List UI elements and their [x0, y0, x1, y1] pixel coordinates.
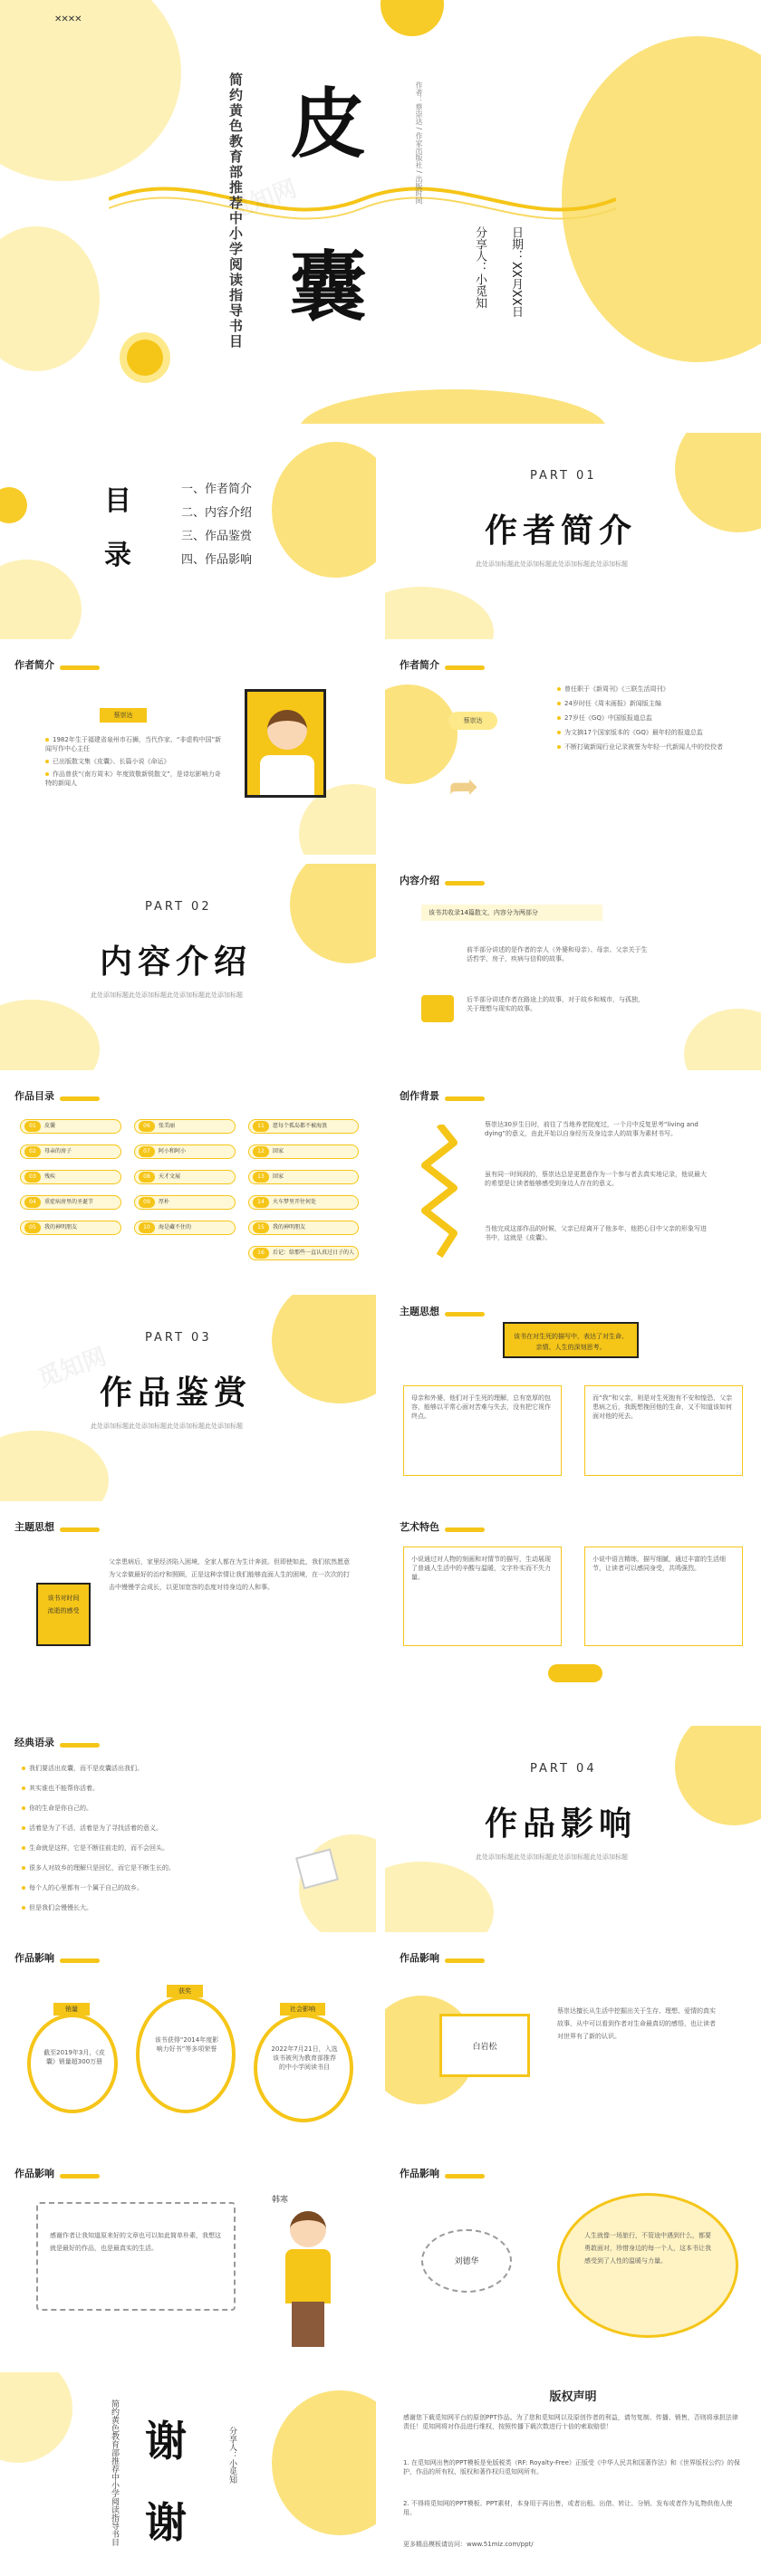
watermark: 觅知网	[34, 1343, 111, 1393]
slide-header: 创作背景	[400, 1088, 485, 1103]
work-item[interactable]: 11 愿每个孤岛都不被海浪	[248, 1119, 359, 1134]
work-item[interactable]: 04 重症病房里的圣诞节	[20, 1195, 121, 1210]
slide-header: 作品影响	[14, 1950, 100, 1965]
slide-recommend	[0, 2157, 376, 2363]
copyright-url[interactable]: 更多精品模板请访问：www.51miz.com/ppt/	[403, 2541, 534, 2548]
quote-list	[22, 1758, 294, 1918]
card-tag: 销量	[53, 2003, 90, 2016]
toc-item[interactable]: 二、内容介绍	[181, 506, 253, 520]
cover-meta: 作者：蔡崇达 / 作家出版社 / 出版时间	[415, 81, 423, 205]
tag-bubble	[421, 2229, 512, 2293]
sales-card	[254, 2006, 353, 2122]
quote-item: 很多人对故乡的理解只是回忆，而它是不断生长的。	[22, 1858, 294, 1878]
bg-blob	[0, 226, 100, 371]
highlight-box: 该书共收录14篇散文，内容分为两部分	[421, 905, 602, 921]
card-text: 截至2019年3月，《皮囊》销量超300万册	[43, 2049, 105, 2065]
tag-text: 刘德华	[454, 2257, 479, 2266]
part-title: 内容介绍	[100, 943, 253, 981]
work-item[interactable]: 13 回家	[248, 1170, 359, 1184]
lightbulb-icon	[127, 340, 163, 376]
part-sub: 此处添加标题此处添加标题此处添加标题此处添加标题	[91, 991, 243, 999]
bullet-item: 27岁任《GQ》中国版报道总监	[557, 713, 738, 723]
name-tag: 蔡崇达	[100, 708, 147, 723]
slide-recog	[385, 1941, 761, 2148]
bg-blob	[0, 1000, 100, 1070]
part-sub: 此处添加标题此处添加标题此处添加标题此处添加标题	[476, 560, 628, 568]
slide-header: 经典语录	[14, 1735, 100, 1749]
paragraph: 后半部分讲述作者在路途上的故事，对于故乡和城市，与孤独，关于理想与现实的故事。	[467, 996, 644, 1012]
part-label: PART 01	[530, 469, 597, 483]
slide-part-04	[385, 1726, 761, 1932]
zigzag-icon	[421, 1125, 458, 1260]
slide-part-03	[0, 1295, 376, 1501]
bg-blob	[290, 864, 376, 963]
quote-item: 生命就是这样，它是不断往前走的，而不会回头。	[22, 1838, 294, 1858]
thanks-presenter: 分享人：小觅知	[227, 2427, 236, 2484]
bg-blob	[299, 389, 607, 424]
work-item[interactable]: 02 母亲的房子	[20, 1144, 121, 1159]
work-item[interactable]: 08 天才文展	[134, 1170, 236, 1184]
shirt	[285, 2249, 331, 2303]
slide-thanks	[0, 2372, 376, 2576]
watermark: 觅知网	[225, 175, 301, 225]
copyright-title: 版权声明	[549, 2390, 597, 2404]
work-item[interactable]: 09 厚朴	[134, 1195, 236, 1210]
paragraph: 虽有同一时间段的，蔡崇达总是更愿意作为一个参与者去真实地记录，他说最大的希望是让读者能够感受到身边人存在的意义。	[485, 1171, 707, 1187]
slide-header: 作品目录	[14, 1088, 100, 1103]
bg-blob	[272, 1295, 376, 1403]
paragraph: 蔡崇达30岁生日时，前往了当地养老院度过，一个月中反复思考“living and dying”的意义，由此开始以自身经历及身边亲人的故事为素材书写。	[485, 1121, 698, 1137]
work-item[interactable]: 07 阿小和阿小	[134, 1144, 236, 1159]
slide-art	[385, 1510, 761, 1717]
bg-blob	[272, 442, 376, 578]
part-title: 作品鉴赏	[100, 1374, 253, 1412]
slide-author-a	[0, 648, 376, 855]
card-tag: 获奖	[167, 1985, 203, 1997]
quote-item: 但是我们会慢慢长大。	[22, 1898, 294, 1918]
part-sub: 此处添加标题此处添加标题此处添加标题此处添加标题	[91, 1422, 243, 1430]
bg-blob	[385, 685, 458, 784]
paragraph: 前半部分讲述的是作者的亲人（外婆和母亲）、母亲、父亲关于生活哲学，房子，疾病与信仰的故事。	[467, 946, 648, 962]
work-item[interactable]: 15 我的神明朋友	[248, 1221, 359, 1235]
slide-copyright	[385, 2372, 761, 2576]
toc-item[interactable]: 一、作者简介	[181, 483, 253, 496]
paragraph: 2. 不得将觅知网的PPT模板、PPT素材，本身用于再出售，或者出租、出借、转让、分销、发布或者作为礼物供他人使用。	[403, 2500, 733, 2516]
bg-blob	[675, 1726, 761, 1825]
paragraph: 而“我”和父亲，则是对生死抱有不安和惶恐，父亲患病之后，我既想挽回他的生命，又不知道该如何面对他的死去。	[592, 1394, 733, 1420]
toc-label-b: 录	[104, 540, 137, 571]
toc-item[interactable]: 三、作品鉴赏	[181, 530, 253, 543]
part-title: 作者简介	[485, 512, 638, 550]
cover-title-a: 皮	[290, 80, 372, 168]
part-label: PART 04	[530, 1762, 597, 1776]
bg-blob	[0, 2372, 72, 2463]
slide-quotes	[0, 1726, 376, 1932]
slide-toc	[0, 433, 376, 639]
cover-presenter: 分享人：小觅知	[473, 226, 486, 309]
quote-item: 你的生命是你自己的。	[22, 1798, 294, 1818]
paragraph: 母亲和外婆，他们对于生死的理解，总有宽厚的包容，能够以平常心面对苦难与失去，没有把它视作终点。	[411, 1394, 551, 1420]
slide-works	[0, 1079, 376, 1286]
bullet-item: 不断打破新闻行业记录被誉为年轻一代新闻人中的佼佼者	[557, 742, 738, 752]
text-card	[584, 1385, 743, 1476]
slide-header: 艺术特色	[400, 1519, 485, 1534]
bg-blob	[684, 1009, 761, 1070]
part-label: PART 02	[145, 900, 212, 914]
author-portrait	[245, 689, 326, 798]
books-icon	[421, 995, 454, 1022]
toc-label-a: 目	[104, 485, 137, 517]
bg-blob	[675, 433, 761, 532]
speech-bubble	[36, 2202, 236, 2311]
card-text: 2022年7月21日，入选该书被列为教育部推荐的中小学阅读书目	[271, 2045, 338, 2071]
paragraph: 小说通过对人物的刻画和对情节的描写，生动展现了普通人生活中的辛酸与温暖，文字朴实而不失力量。	[411, 1556, 551, 1581]
paragraph: 小说中语言精练，描写细腻，通过丰富的生活细节，让读者可以感同身受，共鸣强烈。	[592, 1556, 726, 1572]
slide-header: 主题思想	[400, 1304, 485, 1318]
bullet-list	[45, 735, 226, 788]
bullet-list	[557, 685, 738, 752]
work-item[interactable]: 03 残疾	[20, 1170, 121, 1184]
cover-subtitle: 简约黄色教育部推荐中小学阅读指导书目	[227, 72, 244, 350]
tag-box: 该书对时间流逝的感受	[36, 1583, 91, 1646]
slide-creation	[385, 1079, 761, 1286]
bg-blob	[0, 1431, 109, 1501]
bg-blob	[380, 0, 444, 36]
work-item[interactable]: 10 海是藏不住的	[134, 1221, 236, 1235]
name-tag: 蔡崇达	[448, 712, 497, 730]
slide-author-b	[385, 648, 761, 855]
slide-theme-a	[385, 1295, 761, 1501]
teacher-figure	[281, 2211, 335, 2347]
bullet-item: 1982年生于福建省泉州市石狮，当代作家、“非虚构中国”新闻写作中心主任	[45, 736, 222, 752]
slide-part-02	[0, 864, 376, 1070]
bg-blob	[385, 1862, 494, 1932]
slide-cover	[0, 0, 761, 424]
slide-header: 作品影响	[14, 2166, 100, 2180]
paragraph: 感谢作者让我知道原来好的文章也可以如此简单朴素，我想这就是最好的作品，也是最真实的生活。	[50, 2232, 221, 2252]
text-card	[403, 1547, 562, 1646]
trousers	[292, 2302, 324, 2347]
zigzag-icon: ✕✕✕✕	[54, 14, 82, 24]
bg-blob	[385, 587, 494, 639]
slide-header: 作品影响	[400, 2166, 485, 2180]
bg-blob	[0, 487, 27, 523]
bullet-item: 曾任职于《新周刊》《三联生活周刊》	[557, 685, 738, 694]
slide-header: 作者简介	[400, 657, 485, 672]
thanks-b: 谢	[145, 2498, 192, 2547]
sales-card	[136, 1987, 236, 2113]
wave-icon	[109, 163, 616, 235]
thanks-a: 谢	[145, 2417, 192, 2466]
bullet-item: 24岁时任《周末画报》新闻版主编	[557, 699, 738, 708]
paragraph: 父亲患病后，家里经济陷入困境，全家人都在为生计奔波。但即使如此，我们依然愿意为父亲做最好的治疗和照顾，正是这种亲情让我们能够直面人生的困境，在一次次的打击中慢慢学会成长，以更加宽容的态度对待身边的人和事。	[109, 1558, 350, 1591]
cover-title-b: 囊	[290, 243, 372, 331]
tag-text: 白岩松	[472, 2043, 497, 2052]
tag-text: 韩寒	[272, 2196, 289, 2205]
slide-header: 主题思想	[14, 1519, 100, 1534]
card-text: 该书获得“2014年度影响力好书”等多项荣誉	[154, 2036, 219, 2053]
slide-review	[385, 2157, 761, 2363]
paragraph: 当他完成这部作品的时候，父亲已经离开了他多年，他把心目中父亲的形象写进书中，这就是《皮囊》。	[485, 1225, 707, 1241]
part-title: 作品影响	[485, 1805, 638, 1843]
bullet-item: 为文摘17个国家版本的《GQ》最年轻的报道总监	[557, 728, 738, 737]
bullet-item: 已出版散文集《皮囊》、长篇小说《命运》	[45, 757, 226, 766]
work-item[interactable]: 16 后记：给那些一直认真过日子的人	[248, 1246, 359, 1260]
quote-item: 其实谁也不能帮你活着。	[22, 1778, 294, 1798]
bg-blob	[272, 2390, 376, 2535]
text-card	[584, 1547, 743, 1646]
slide-theme-b	[0, 1510, 376, 1717]
bg-blob	[0, 560, 82, 639]
card-tag: 社会影响	[280, 2003, 325, 2016]
bullet-item: 作品曾获“《南方周末》年度致敬新锐散文”，是诗坛影响力奇特的新闻人	[45, 771, 221, 787]
part-label: PART 03	[145, 1331, 212, 1345]
cover-date: 日期：XX月XX日	[509, 226, 523, 318]
toc-item[interactable]: 四、作品影响	[181, 553, 253, 567]
sales-card	[27, 2006, 118, 2113]
slide-header: 作者简介	[14, 657, 100, 672]
bg-blob	[0, 0, 181, 181]
part-sub: 此处添加标题此处添加标题此处添加标题此处添加标题	[476, 1853, 628, 1861]
slide-header: 内容介绍	[400, 873, 485, 887]
quote-item: 活着是为了不活，活着是为了寻找活着的意义。	[22, 1818, 294, 1838]
thanks-sub: 简约黄色教育部推荐中小学阅读指导书目	[110, 2399, 119, 2546]
avatar	[290, 2211, 326, 2247]
paragraph: 感谢您下载觅知网平台的原创PPT作品。为了您和觅知网以及原创作者的利益，请勿复制、传播、销售，否则将承担法律责任！觅知网将对作品进行维权，按照传播下载次数进行十倍的索取赔偿！	[403, 2414, 738, 2430]
work-item[interactable]: 12 回家	[248, 1144, 359, 1159]
work-item[interactable]: 06 张美丽	[134, 1119, 236, 1134]
arrow-icon: ➦	[448, 766, 479, 808]
work-item[interactable]: 05 我的神明朋友	[20, 1221, 121, 1235]
avatar	[267, 710, 307, 750]
slide-header: 作品影响	[400, 1950, 485, 1965]
paragraph: 1. 在觅知网出售的PPT模板是免版税类（RF: Royalty-Free）正版受《中华人民共和国著作法》和《世界版权公约》的保护，作品的所有权、版权和著作权归觅知网所有。	[403, 2459, 740, 2475]
text-card	[403, 1385, 562, 1476]
quote-item: 我们要活出皮囊，而不是皮囊活出我们。	[22, 1758, 294, 1778]
work-item[interactable]: 14 火车梦里开往何处	[248, 1195, 359, 1210]
quote-item: 每个人的心里都有一个属于自己的故乡。	[22, 1878, 294, 1898]
paragraph: 蔡崇达擅长从生活中挖掘出关于生存、理想、爱情的真实故事，从中可以看到作者对生命最真切的感悟，也让读者对世界有了新的认识。	[557, 2007, 716, 2040]
slide-content-a	[385, 864, 761, 1070]
slide-part-01	[385, 433, 761, 639]
paragraph: 人生就像一场旅行，不管途中遇到什么，都要勇敢面对，珍惜身边的每一个人，这本书让我感受到了人性的温暖与力量。	[584, 2232, 711, 2265]
pill-icon	[548, 1664, 602, 1682]
shirt	[260, 755, 314, 795]
work-item[interactable]: 01 皮囊	[20, 1119, 121, 1134]
highlight-box: 该书在对生死的描写中，表达了对生命、亲情、人生的深刻思考。	[503, 1322, 639, 1358]
tag-card	[439, 2014, 530, 2077]
slide-sales	[0, 1941, 376, 2148]
toc-list	[181, 478, 252, 572]
